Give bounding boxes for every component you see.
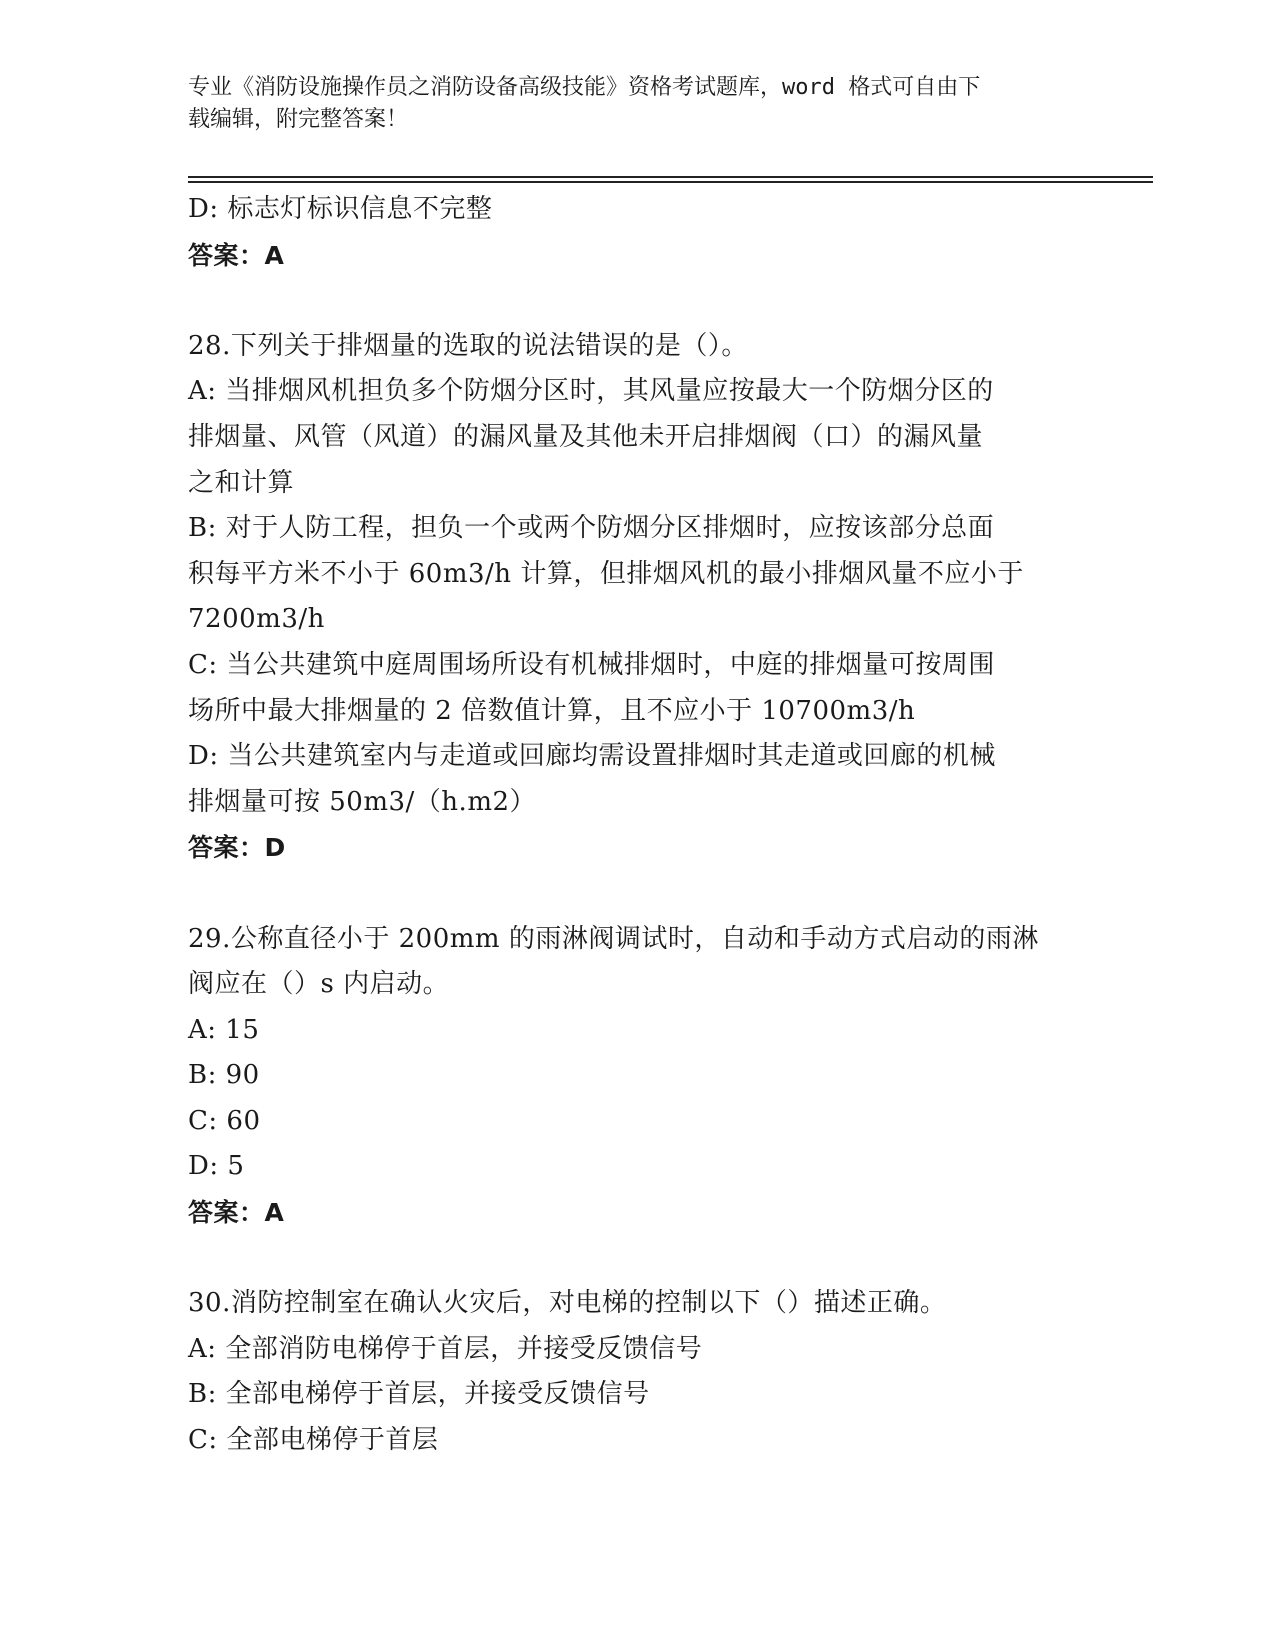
question-28 (188, 324, 1088, 871)
option-b-line: B: 对于人防工程，担负一个或两个防烟分区排烟时，应按该部分总面 (188, 513, 995, 544)
question-30 (188, 1281, 1088, 1463)
prev-question-block (188, 187, 1088, 278)
option-c: C: 60 (188, 1105, 261, 1136)
option-d-line: D: 当公共建筑室内与走道或回廊均需设置排烟时其走道或回廊的机械 (188, 741, 996, 772)
question-stem: 28.下列关于排烟量的选取的说法错误的是（）。 (188, 330, 748, 361)
option-c: C: 全部电梯停于首层 (188, 1425, 439, 1456)
header-rule-top (188, 176, 1153, 178)
option-d-line: 排烟量可按 50m3/（h.m2） (188, 786, 537, 817)
header-line-2: 载编辑，附完整答案！ (188, 107, 409, 132)
document-header (188, 72, 1088, 136)
option-b: B: 90 (188, 1060, 260, 1091)
option-c-line: C: 当公共建筑中庭周围场所设有机械排烟时，中庭的排烟量可按周围 (188, 649, 995, 680)
question-stem-line: 阀应在（）s 内启动。 (188, 969, 450, 1000)
spacer (188, 871, 1088, 917)
spacer (188, 1236, 1088, 1282)
document-body (188, 187, 1088, 1464)
option-a-line: 排烟量、风管（风道）的漏风量及其他未开启排烟阀（口）的漏风量 (188, 421, 984, 452)
answer-line: 答案：A (188, 240, 285, 270)
header-line-1: 专业《消防设施操作员之消防设备高级技能》资格考试题库，word 格式可自由下 (188, 75, 981, 100)
question-stem-line: 29.公称直径小于 200mm 的雨淋阀调试时，自动和手动方式启动的雨淋 (188, 923, 1039, 954)
question-29 (188, 917, 1088, 1236)
header-rule-bottom (188, 181, 1153, 183)
option-b: B: 全部电梯停于首层，并接受反馈信号 (188, 1379, 650, 1410)
option-c-line: 场所中最大排烟量的 2 倍数值计算，且不应小于 10700m3/h (188, 695, 916, 726)
option-b-line: 积每平方米不小于 60m3/h 计算，但排烟风机的最小排烟风量不应小于 (188, 558, 1024, 589)
option-a-line: A: 当排烟风机担负多个防烟分区时，其风量应按最大一个防烟分区的 (188, 376, 994, 407)
answer-line: 答案：D (188, 833, 286, 863)
option-a-line: 之和计算 (188, 467, 295, 498)
answer-line: 答案：A (188, 1198, 285, 1228)
option-d: D: 5 (188, 1151, 245, 1182)
option-a: A: 15 (188, 1014, 260, 1045)
option-b-line: 7200m3/h (188, 604, 325, 635)
question-stem: 30.消防控制室在确认火灾后，对电梯的控制以下（）描述正确。 (188, 1288, 947, 1319)
option-d: D: 标志灯标识信息不完整 (188, 194, 493, 224)
spacer (188, 278, 1088, 324)
option-a: A: 全部消防电梯停于首层，并接受反馈信号 (188, 1333, 703, 1364)
